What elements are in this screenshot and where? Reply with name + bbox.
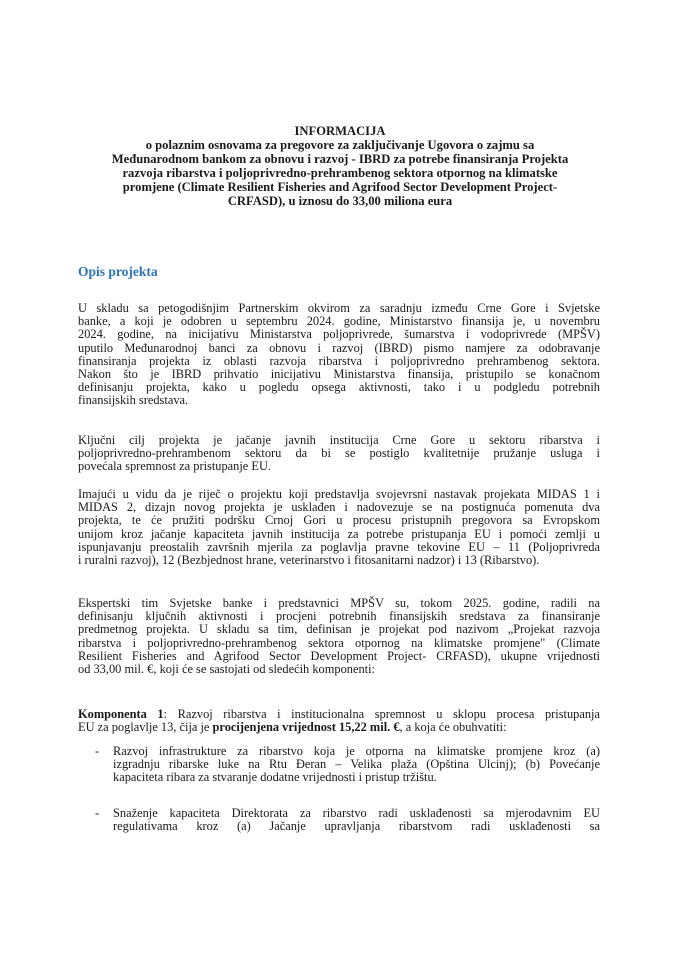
- title-line: Međunarodnom bankom za obnovu i razvoj - IBRD za potrebe finansiranja Projekta: [111, 152, 569, 166]
- text-span: , a koja će obuhvatiti:: [399, 720, 507, 735]
- text-line: kapaciteta ribara za stvaranje dodatne vrijednosti i pristup tržištu.: [113, 770, 437, 785]
- bullet-text: [113, 745, 600, 785]
- text-line: predmetnog projekta. U skladu sa tim, definisan je projekat pod nazivom „Projekat razvoja: [78, 622, 600, 637]
- paragraph: [78, 434, 600, 474]
- text-line: i ruralni razvoj), 12 (Bezbjednost hrane, veterinarstvo i fitosanitarni nadzor) i 13 (Ribarstvo).: [78, 553, 540, 568]
- text-line: finansiranja projekta iz oblasti razvoja ribarstva i poljoprivredno prehrambenog sektora.: [78, 353, 600, 368]
- paragraph: [78, 597, 600, 676]
- bullet-text: [113, 807, 600, 833]
- text-line: Nakon što je IBRD prihvatio inicijativu Ministarstva finansija, pristupilo se konačnom: [78, 367, 600, 382]
- text-line: poljoprivredno-prehrambenom sektoru da bi se postiglo kvalitetnije pružanje usluga i: [78, 446, 600, 461]
- text-span: : Razvoj ribarstva i institucionalna spremnost u sklopu procesa pristupanja: [163, 707, 601, 721]
- text-line: od 33,00 mil. €, koji će se sastojati od sledećih komponenti:: [78, 662, 375, 677]
- estimated-value: procijenjena vrijednost 15,22 mil. €: [212, 720, 400, 735]
- title-line: CRFASD), u iznosu do 33,00 miliona eura: [227, 194, 453, 208]
- text-line: Snaženje kapaciteta Direktorata za ribarstvo radi usklađenosti sa mjerodavnim EU: [113, 806, 600, 820]
- text-line: ispunjavanju preostalih završnih mjerila za poglavlja pravne tekovine EU – 11 (Poljoprivreda: [78, 539, 600, 554]
- section-heading: Opis projekta: [78, 264, 158, 279]
- text-line: unijom kroz jačanje kapaciteta javnih institucija za potrebe pristupanja EU i pomoći zemlji u: [78, 526, 600, 541]
- component-1-paragraph: [78, 708, 600, 734]
- text-line: U skladu sa petogodišnjim Partnerskim okvirom za saradnju između Crne Gore i Svjetske: [78, 301, 600, 315]
- title-line: o polaznim osnovama za pregovore za zaključivanje Ugovora o zajmu sa: [145, 138, 535, 152]
- text-line: [78, 721, 600, 734]
- title-line: INFORMACIJA: [294, 124, 386, 138]
- document-title: [60, 124, 620, 208]
- bullet-dash-icon: -: [95, 744, 100, 758]
- text-line: Resilient Fisheries and Agrifood Sector Development Project- CRFASD), ukupne vrijednosti: [78, 648, 600, 663]
- text-line: izgradnju ribarske luke na Rtu Đeran – Velika plaža (Opština Ulcinj); (b) Povećanje: [113, 757, 600, 772]
- text-line: projekta, te će pružiti podršku Crnoj Gori u procesu pristupnih pregovora sa Evropskom: [78, 513, 600, 528]
- title-line: razvoja ribarstva i poljoprivredno-prehrambenog sektora otpornog na klimatske: [122, 166, 558, 180]
- text-line: banke, a koji je odobren u septembru 2024. godine, Ministarstvo finansija je, u novembru: [78, 314, 600, 329]
- text-line: ribarstva i poljoprivredno-prehrambenog sektora otpornog na klimatske promjene" (Climate: [78, 635, 600, 650]
- text-line: finansijskih sredstava.: [78, 393, 189, 408]
- paragraph: [78, 302, 600, 408]
- text-line: definisanju ključnih aktivnosti i procjeni potrebnih finansijskih sredstava za finansiranje: [78, 609, 600, 624]
- bullet-dash-icon: -: [95, 806, 100, 820]
- title-line: promjene (Climate Resilient Fisheries and Agrifood Sector Development Project-: [122, 180, 558, 194]
- text-line: regulativama kroz (a) Jačanje upravljanja ribarstvom radi usklađenosti sa: [113, 819, 600, 834]
- text-line: Ključni cilj projekta je jačanje javnih institucija Crne Gore u sektoru ribarstva i: [78, 433, 600, 447]
- text-line: povećala spremnost za pristupanje EU.: [78, 459, 272, 474]
- text-line: Ekspertski tim Svjetske banke i predstavnici MPŠV su, tokom 2025. godine, radili na: [78, 596, 600, 610]
- bullet-item: [95, 745, 600, 785]
- text-line: Imajući u vidu da je riječ o projektu koji predstavlja svojevrsni nastavak projekata MIDAS 1 i: [78, 487, 600, 501]
- text-line: uputilo Međunarodnoj banci za obnovu i razvoj (IBRD) pismo namjere za odobravanje: [78, 340, 600, 355]
- text-span: EU za poglavlje 13, čija je: [78, 720, 213, 735]
- text-line: MIDAS 2, dizajn novog projekta je usklađen i nadovezuje se na postignuća pomenuta dva: [78, 500, 600, 515]
- text-line: Razvoj infrastrukture za ribarstvo koja je otporna na klimatske promjene kroz (a): [113, 744, 600, 758]
- bullet-item: [95, 807, 600, 833]
- text-line: definisanju projekta, kako u pogledu opsega aktivnosti, tako i u podgledu potrebnih: [78, 380, 600, 395]
- paragraph: [78, 488, 600, 567]
- component-label: Komponenta 1: [78, 707, 164, 721]
- text-line: 2024. godine, na inicijativu Ministarstva poljoprivrede, šumarstva i vodoprivrede (MPŠV): [78, 327, 600, 342]
